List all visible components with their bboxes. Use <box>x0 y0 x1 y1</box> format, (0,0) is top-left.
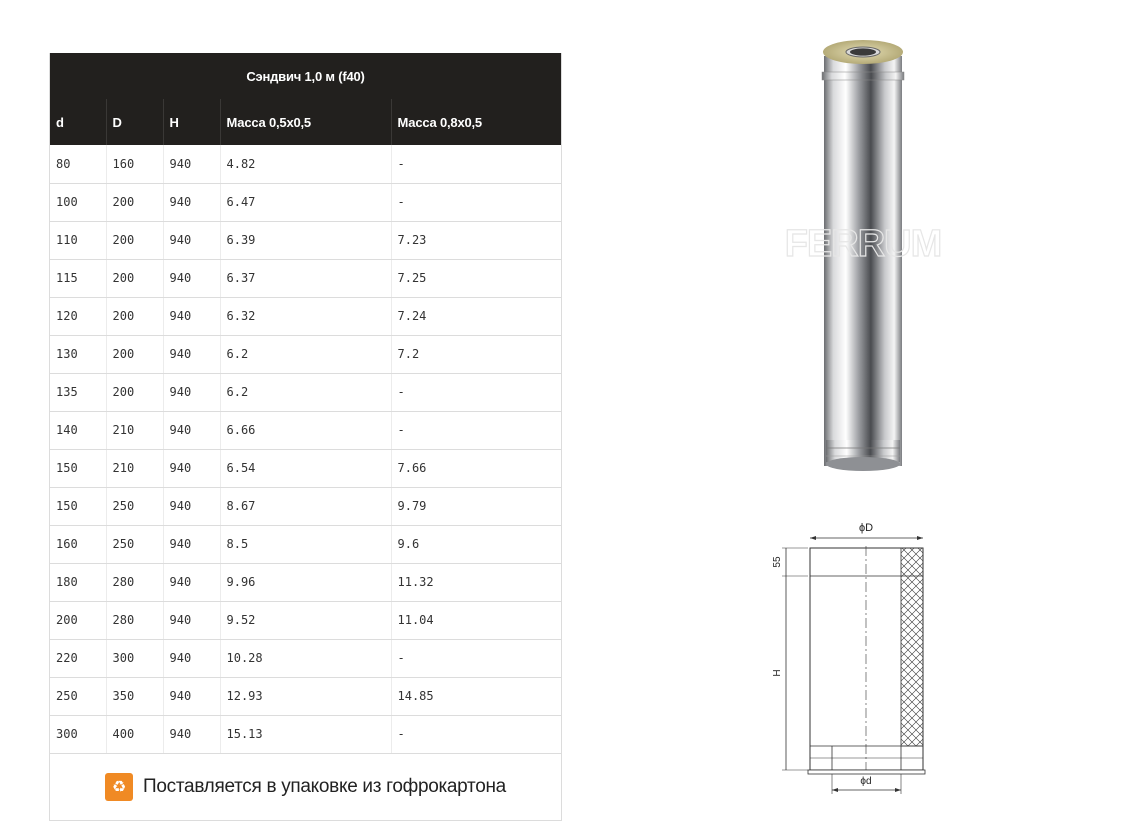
column-header: Масса 0,5х0,5 <box>220 99 391 145</box>
table-cell: 7.23 <box>391 221 561 259</box>
table-cell: 940 <box>163 221 220 259</box>
table-cell: - <box>391 715 561 753</box>
table-row <box>50 297 561 335</box>
table-header-row <box>50 99 561 145</box>
spec-table-container <box>49 53 562 821</box>
table-cell: 180 <box>50 563 106 601</box>
table-cell: 7.66 <box>391 449 561 487</box>
table-cell: 280 <box>106 563 163 601</box>
table-cell: 140 <box>50 411 106 449</box>
table-cell: 6.32 <box>220 297 391 335</box>
table-cell: 940 <box>163 715 220 753</box>
ferrum-watermark: FERRUM <box>784 223 942 265</box>
table-row <box>50 639 561 677</box>
table-cell: 250 <box>50 677 106 715</box>
table-cell: 150 <box>50 449 106 487</box>
table-cell: 9.6 <box>391 525 561 563</box>
column-header: d <box>50 99 106 145</box>
table-cell: 9.52 <box>220 601 391 639</box>
table-cell: 9.96 <box>220 563 391 601</box>
table-cell: 7.2 <box>391 335 561 373</box>
column-header: H <box>163 99 220 145</box>
table-cell: 940 <box>163 563 220 601</box>
table-cell: - <box>391 183 561 221</box>
table-cell: 940 <box>163 449 220 487</box>
table-cell: 940 <box>163 525 220 563</box>
column-header: D <box>106 99 163 145</box>
spec-table <box>50 53 561 754</box>
table-cell: 12.93 <box>220 677 391 715</box>
table-row <box>50 525 561 563</box>
table-cell: 6.47 <box>220 183 391 221</box>
table-cell: 940 <box>163 373 220 411</box>
table-cell: 6.37 <box>220 259 391 297</box>
table-row <box>50 183 561 221</box>
table-cell: 6.66 <box>220 411 391 449</box>
packaging-note <box>50 754 561 820</box>
table-row <box>50 715 561 753</box>
table-row <box>50 449 561 487</box>
table-cell: 160 <box>106 145 163 183</box>
table-cell: 160 <box>50 525 106 563</box>
packaging-note-text: Поставляется в упаковке из гофрокартона <box>143 775 506 797</box>
table-cell: 350 <box>106 677 163 715</box>
table-cell: 130 <box>50 335 106 373</box>
table-cell: 210 <box>106 411 163 449</box>
table-cell: 6.2 <box>220 335 391 373</box>
table-cell: 200 <box>106 297 163 335</box>
table-row <box>50 563 561 601</box>
table-row <box>50 411 561 449</box>
table-cell: 7.25 <box>391 259 561 297</box>
table-cell: 200 <box>106 373 163 411</box>
table-cell: 940 <box>163 145 220 183</box>
technical-drawing <box>768 518 938 798</box>
table-cell: 115 <box>50 259 106 297</box>
table-row <box>50 335 561 373</box>
table-cell: 200 <box>106 221 163 259</box>
table-cell: 220 <box>50 639 106 677</box>
table-cell: 940 <box>163 335 220 373</box>
table-cell: 940 <box>163 411 220 449</box>
table-row <box>50 677 561 715</box>
table-cell: 9.79 <box>391 487 561 525</box>
table-row <box>50 373 561 411</box>
table-cell: 200 <box>106 335 163 373</box>
table-cell: 940 <box>163 601 220 639</box>
table-row <box>50 601 561 639</box>
table-cell: 11.32 <box>391 563 561 601</box>
dimension-label-55: 55 <box>772 556 783 568</box>
table-cell: - <box>391 411 561 449</box>
table-cell: 110 <box>50 221 106 259</box>
table-cell: 940 <box>163 297 220 335</box>
table-cell: - <box>391 145 561 183</box>
table-row <box>50 487 561 525</box>
table-row <box>50 259 561 297</box>
table-cell: 250 <box>106 525 163 563</box>
dimension-label-D: ϕD <box>858 522 874 534</box>
table-cell: 940 <box>163 639 220 677</box>
table-cell: 6.54 <box>220 449 391 487</box>
table-cell: 120 <box>50 297 106 335</box>
dimension-label-d: ϕd <box>860 776 872 787</box>
table-cell: - <box>391 639 561 677</box>
table-cell: 15.13 <box>220 715 391 753</box>
table-cell: 7.24 <box>391 297 561 335</box>
recycle-box-icon: ♻ <box>105 773 133 801</box>
table-cell: 10.28 <box>220 639 391 677</box>
table-cell: 300 <box>50 715 106 753</box>
table-title: Сэндвич 1,0 м (f40) <box>50 53 561 99</box>
table-cell: 150 <box>50 487 106 525</box>
table-cell: 300 <box>106 639 163 677</box>
table-cell: 100 <box>50 183 106 221</box>
table-cell: 940 <box>163 259 220 297</box>
dimension-label-H: H <box>772 669 783 677</box>
table-row <box>50 145 561 183</box>
table-cell: 400 <box>106 715 163 753</box>
column-header: Масса 0,8х0,5 <box>391 99 561 145</box>
table-cell: - <box>391 373 561 411</box>
table-cell: 940 <box>163 677 220 715</box>
pipe-photo <box>778 38 948 478</box>
table-cell: 940 <box>163 183 220 221</box>
table-cell: 14.85 <box>391 677 561 715</box>
table-cell: 940 <box>163 487 220 525</box>
table-body <box>50 145 561 753</box>
table-cell: 8.5 <box>220 525 391 563</box>
table-cell: 135 <box>50 373 106 411</box>
table-cell: 200 <box>106 183 163 221</box>
table-cell: 4.82 <box>220 145 391 183</box>
table-cell: 6.2 <box>220 373 391 411</box>
table-cell: 11.04 <box>391 601 561 639</box>
table-cell: 280 <box>106 601 163 639</box>
table-row <box>50 221 561 259</box>
table-cell: 200 <box>50 601 106 639</box>
table-cell: 210 <box>106 449 163 487</box>
table-cell: 6.39 <box>220 221 391 259</box>
table-cell: 200 <box>106 259 163 297</box>
table-cell: 80 <box>50 145 106 183</box>
table-cell: 250 <box>106 487 163 525</box>
table-cell: 8.67 <box>220 487 391 525</box>
